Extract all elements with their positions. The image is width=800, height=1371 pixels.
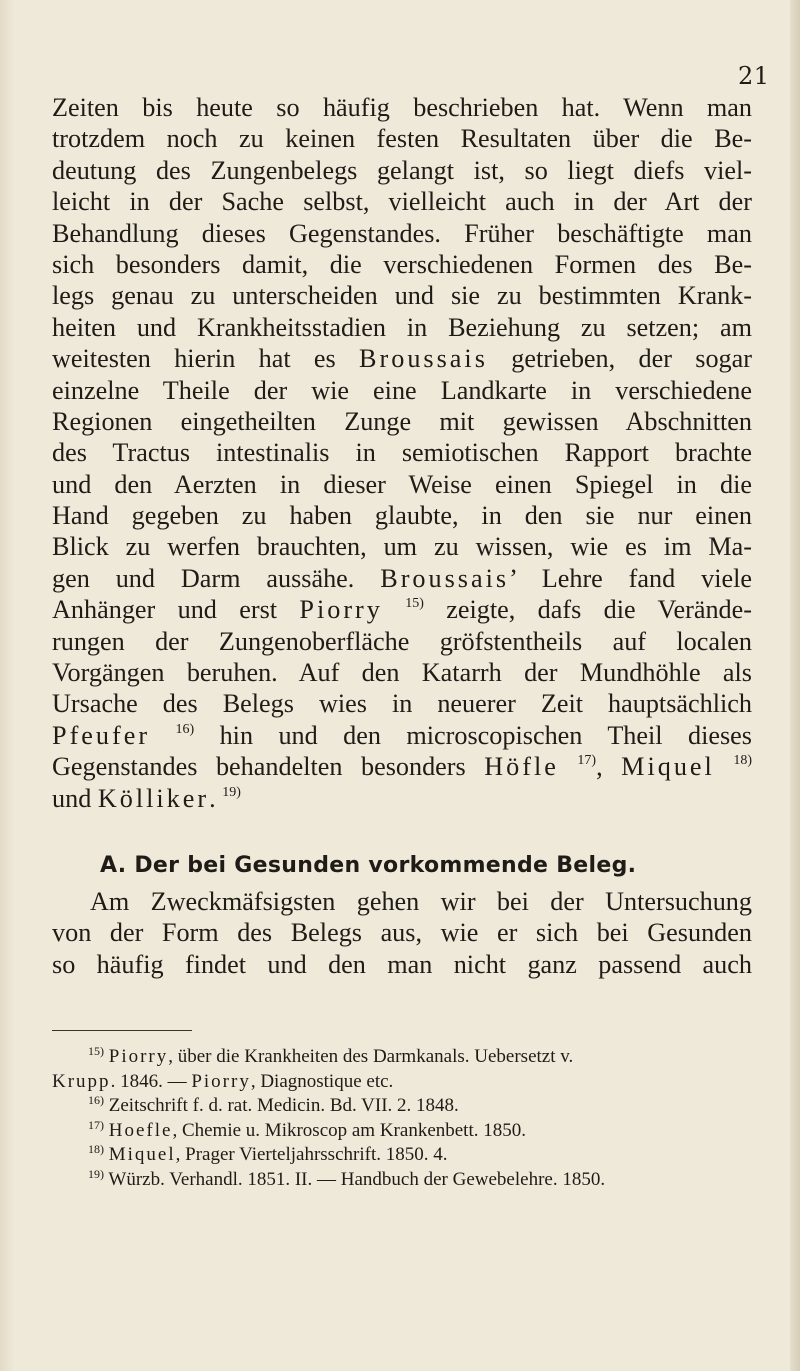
- text-line: Am Zweckmäfsigsten gehen wir bei der Untersuchung: [90, 887, 752, 916]
- author-name: Miquel: [621, 752, 715, 782]
- author-name: Pfeufer: [52, 720, 151, 750]
- footnote-author: Krupp: [52, 1070, 111, 1092]
- text-line: Vorgängen beruhen. Auf den Katarrh der Mundhöhle als: [52, 658, 752, 688]
- footnote-reference: 19): [222, 784, 241, 800]
- text-line: weitesten hierin hat es Broussais getrieben, der sogar: [52, 344, 752, 374]
- text-line: Anhänger und erst Piorry $^{15)}$ zeigte, dafs die Verände-: [52, 595, 752, 625]
- text-line: einzelne Theile der wie eine Landkarte in verschiedene: [52, 375, 752, 405]
- text-line: Gegenstandes behandelten besonders Höfle $^{17)}$, Miquel $^{18)}$: [52, 752, 752, 782]
- footnote-mark: 17): [88, 1117, 104, 1132]
- footnote-author: Hoefle: [108, 1119, 173, 1141]
- footnotes: [52, 1045, 752, 1193]
- author-name: Broussais: [380, 563, 510, 593]
- footnote-author: Piorry: [191, 1070, 251, 1092]
- text-line: Ursache des Belegs wies in neuerer Zeit hauptsächlich: [52, 689, 752, 719]
- text-line: und Kölliker. $^{19)}$: [52, 783, 241, 813]
- footnote: $^{18)}$ Miquel, Prager Vierteljahrsschrift. 1850. 4.: [88, 1142, 448, 1166]
- text-line: von der Form des Belegs aus, wie er sich bei Gesunden: [52, 918, 752, 948]
- page-number: 21: [738, 62, 770, 90]
- text-line: Zeiten bis heute so häufig beschrieben hat. Wenn man: [52, 93, 752, 122]
- text-line: heiten und Krankheitsstadien in Beziehung zu setzen; am: [52, 312, 752, 342]
- footnote-author: Miquel: [108, 1144, 176, 1166]
- footnote-continuation: Krupp. 1846. — Piorry, Diagnostique etc.: [52, 1070, 394, 1092]
- footnote: $^{16)}$ Zeitschrift f. d. rat. Medicin. Bd. VII. 2. 1848.: [88, 1093, 459, 1117]
- text-line: Hand gegeben zu haben glaubte, in den sie nur einen: [52, 501, 752, 531]
- text-line: Behandlung dieses Gegenstandes. Früher beschäftigte man: [52, 218, 752, 248]
- footnote-mark: 18): [88, 1142, 104, 1157]
- text-line: leicht in der Sache selbst, vielleicht auch in der Art der: [52, 187, 752, 217]
- author-name: Höfle: [484, 752, 559, 782]
- footnote-reference: 16): [175, 721, 195, 737]
- footnote-mark: 16): [88, 1093, 104, 1108]
- footnote-mark: 19): [88, 1166, 104, 1181]
- text-line: deutung des Zungenbelegs gelangt ist, so liegt diefs viel-: [52, 155, 752, 185]
- author-name: Kölliker: [97, 783, 210, 813]
- section-heading: A. Der bei Gesunden vorkommende Beleg.: [100, 853, 637, 878]
- footnote-author: Piorry: [108, 1046, 169, 1067]
- text-line: gen und Darm aussähe. Broussais’ Lehre fand viele: [52, 563, 752, 593]
- footnote-reference: 17): [577, 753, 597, 769]
- footnote-reference: 15): [405, 596, 424, 612]
- main-paragraph: [52, 92, 752, 814]
- footnote: $^{19)}$ Würzb. Verhandl. 1851. II. — Handbuch der Gewebelehre. 1850.: [88, 1166, 606, 1190]
- page-left-edge: [0, 0, 14, 1371]
- text-line: so häufig findet und den man nicht ganz passend auch: [52, 949, 752, 979]
- footnote-separator: [52, 1030, 192, 1031]
- text-line: trotzdem noch zu keinen festen Resultaten über die Be-: [52, 124, 752, 154]
- author-name: Broussais: [359, 344, 488, 374]
- text-line: Pfeufer $^{16)}$ hin und den microscopischen Theil dieses: [52, 720, 752, 750]
- footnote-mark: 15): [88, 1044, 104, 1058]
- footnote-reference: 18): [733, 753, 752, 769]
- text-line: rungen der Zungenoberfläche gröfstentheils auf localen: [52, 626, 752, 656]
- footnote: $^{17)}$ Hoefle, Chemie u. Mikroscop am Krankenbett. 1850.: [88, 1117, 526, 1141]
- author-name: Piorry: [299, 595, 383, 625]
- text-line: Regionen eingetheilten Zunge mit gewissen Abschnitten: [52, 406, 752, 436]
- text-line: legs genau zu unterscheiden und sie zu bestimmten Krank-: [52, 281, 752, 311]
- text-line: Blick zu werfen brauchten, um zu wissen, wie es im Ma-: [52, 532, 752, 562]
- section-paragraph: [52, 886, 752, 980]
- text-line: des Tractus intestinalis in semiotischen Rapport brachte: [52, 438, 752, 468]
- text-line: sich besonders damit, die verschiedenen Formen des Be-: [52, 249, 752, 279]
- page-right-edge: [790, 0, 800, 1371]
- text-line: und den Aerzten in dieser Weise einen Spiegel in die: [52, 469, 752, 499]
- footnote: $^{15)}$ Piorry, über die Krankheiten des Darmkanals. Uebersetzt v.: [88, 1044, 574, 1067]
